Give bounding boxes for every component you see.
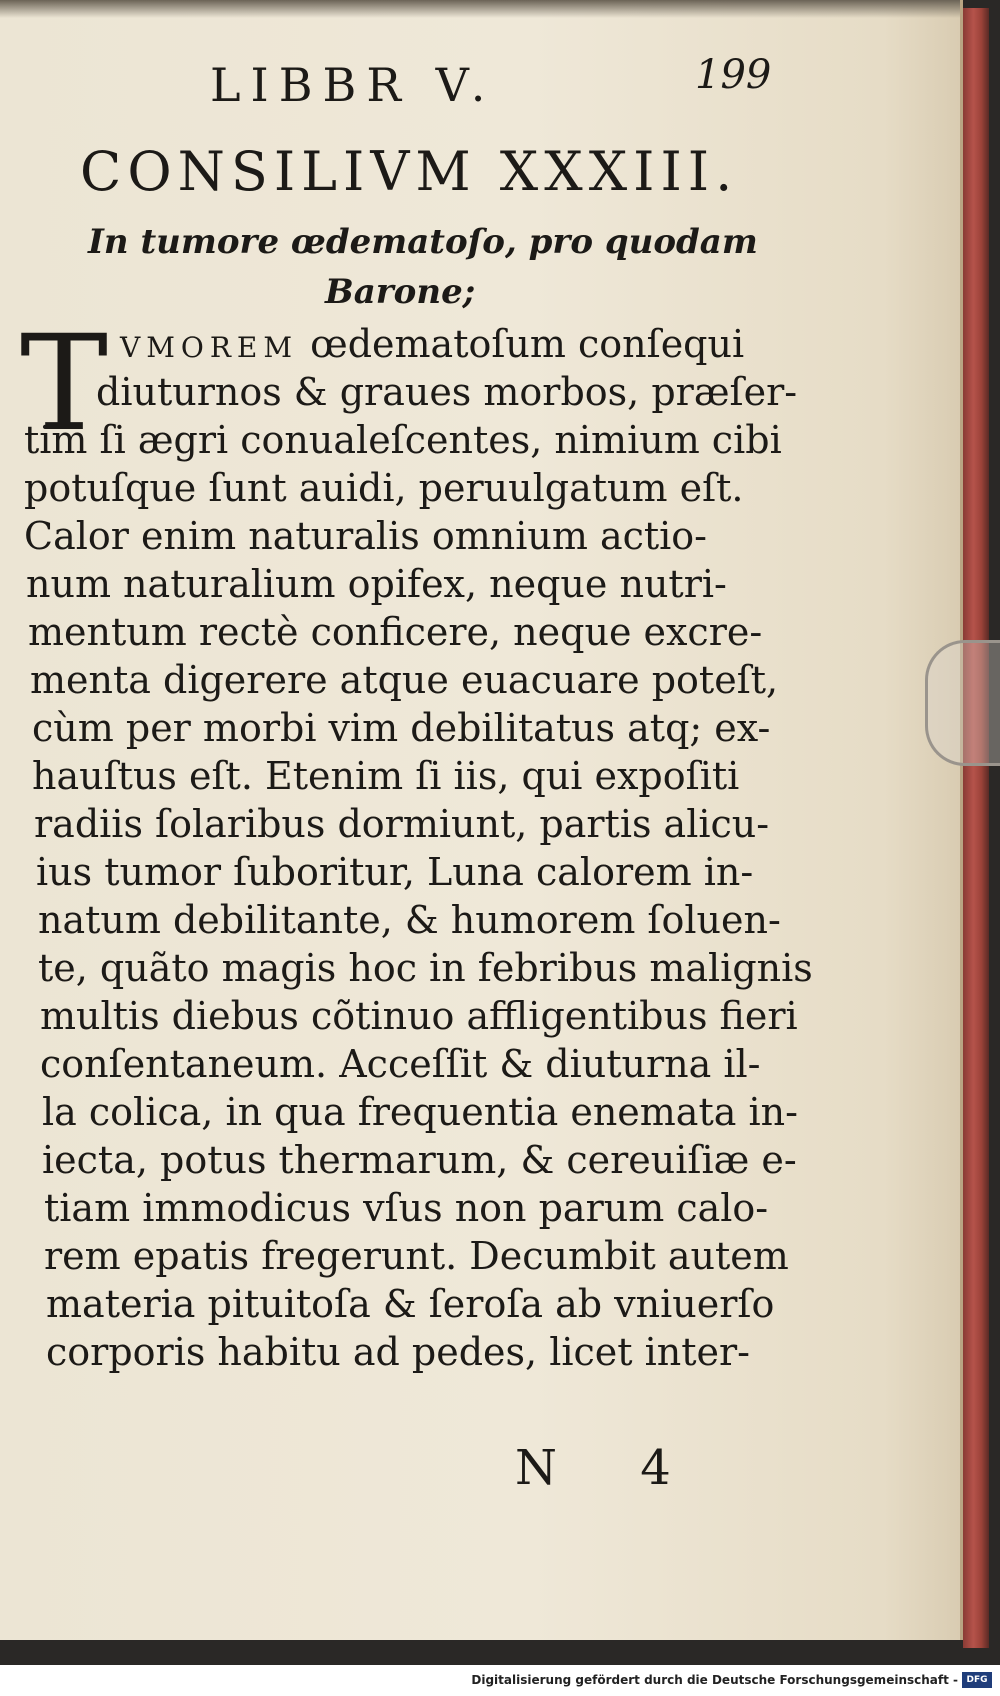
body-line: radiis ſolaribus dormiunt, partis alicu- (34, 802, 770, 846)
body-line: la colica, in qua frequentia enemata in- (42, 1090, 798, 1134)
book-edge (963, 8, 989, 1648)
body-line: te, quãto magis hoc in febribus malignis (38, 946, 813, 990)
signature-mark: N 4 (515, 1440, 705, 1496)
body-line: tim ſi ægri conualeſcentes, nimium cibi (24, 418, 782, 462)
body-line: menta digerere atque euacuare poteſt, (30, 658, 779, 702)
page-clip (925, 640, 1000, 766)
body-line: ius tumor ſuboritur, Luna calorem in- (36, 850, 754, 894)
body-line: Calor enim naturalis omnium actio- (24, 514, 708, 558)
body-line: conſentaneum. Acceſſit & diuturna il- (40, 1042, 761, 1086)
dfg-logo-icon: DFG (962, 1672, 992, 1688)
body-line: hauſtus eſt. Etenim ſi iis, qui expoſiti (32, 754, 740, 798)
running-head: LIBBR V. (210, 58, 496, 112)
first-line (120, 322, 744, 366)
first-line-smallcaps: VMOREM (120, 331, 299, 364)
body-line: multis diebus cõtinuo affligentibus fieri (40, 994, 798, 1038)
footer-credit: Digitalisierung gefördert durch die Deutsche Forschungsgemeinschaft - (471, 1673, 958, 1687)
chapter-subtitle-line-2: Barone; (325, 272, 476, 312)
body-line: rem epatis fregerunt. Decumbit autem (44, 1234, 789, 1278)
body-line: corporis habitu ad pedes, licet inter- (46, 1330, 751, 1374)
body-line: cùm per morbi vim debilitatus atq; ex- (32, 706, 771, 750)
body-line: iecta, potus thermarum, & cereuiſiæ e- (42, 1138, 797, 1182)
page-number: 199 (695, 52, 772, 98)
body-line: materia pituitoſa & ſeroſa ab vniuerſo (46, 1282, 775, 1326)
chapter-subtitle-line-1: In tumore œdematoſo, pro quodam (88, 222, 758, 262)
body-line: num naturalium opifex, neque nutri- (26, 562, 727, 606)
first-line-rest: œdematoſum conſequi (298, 322, 745, 366)
footer-bar (0, 1668, 1000, 1696)
body-line: mentum rectè conficere, neque excre- (28, 610, 763, 654)
body-line: natum debilitante, & humorem ſoluen- (38, 898, 781, 942)
body-line: tiam immodicus vſus non parum calo- (44, 1186, 769, 1230)
body-line: diuturnos & graues morbos, præſer- (96, 370, 798, 414)
page-shadow (0, 0, 960, 18)
body-line: potuſque ſunt auidi, peruulgatum eſt. (24, 466, 744, 510)
drop-cap: T (20, 307, 109, 461)
chapter-title: CONSILIVM XXXIII. (80, 140, 739, 203)
